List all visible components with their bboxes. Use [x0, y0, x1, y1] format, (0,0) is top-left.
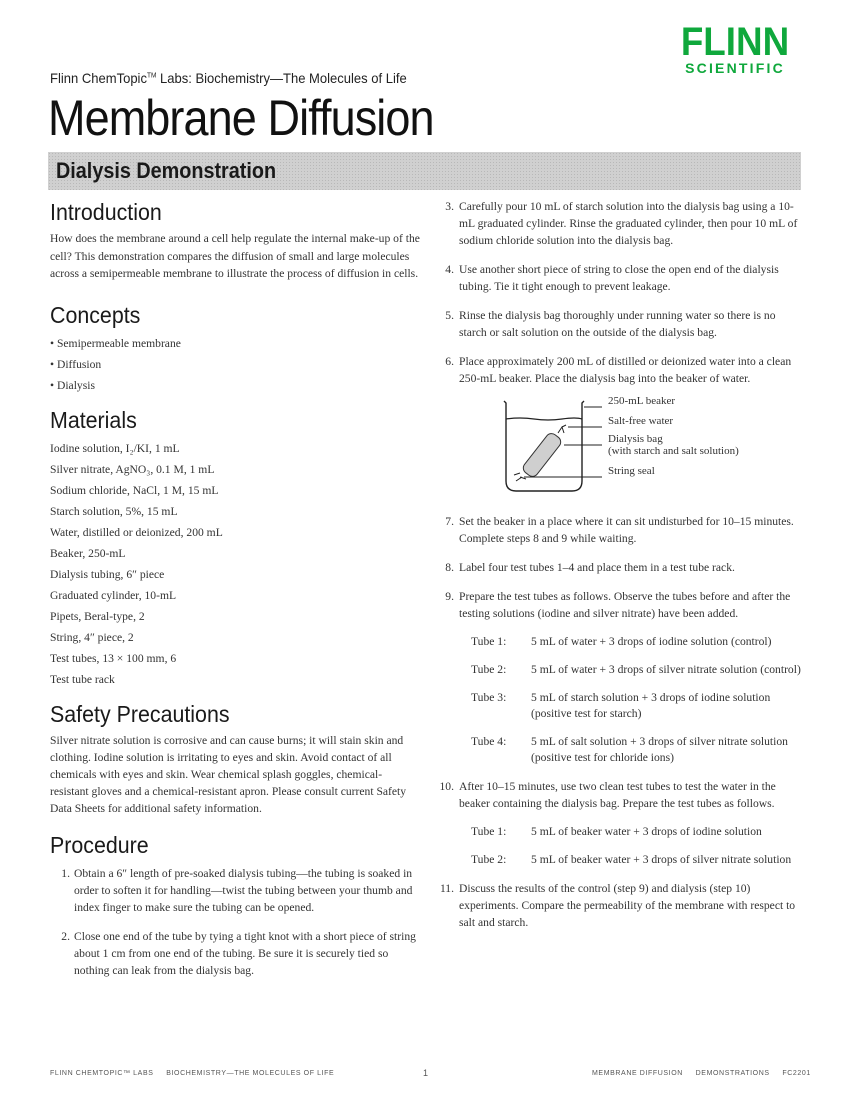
footer-right: [592, 1070, 811, 1077]
step-number: 6.: [445, 355, 454, 368]
materials-list: [50, 438, 420, 690]
tube-text: 5 mL of water + 3 drops of iodine solution (control): [531, 635, 772, 648]
procedure-steps-right: [440, 198, 805, 931]
concepts-heading: Concepts: [50, 301, 141, 328]
step-number: 7.: [445, 515, 454, 528]
step-text: Label four test tubes 1–4 and place them in a test tube rack.: [459, 561, 735, 574]
footer-code: FC2201: [782, 1070, 811, 1077]
tube-label: Tube 4:: [471, 735, 507, 748]
footer-series: FLINN CHEMTOPIC™ LABS: [50, 1070, 154, 1077]
step-number: 1.: [61, 866, 70, 880]
logo-flinn-text: FLINN: [680, 20, 790, 64]
step-number: 10.: [439, 780, 454, 793]
tube-label: Tube 1:: [471, 825, 507, 838]
material-item: Test tubes, 13 × 100 mm, 6: [50, 651, 177, 665]
procedure-step: [54, 865, 420, 916]
footer-category: DEMONSTRATIONS: [695, 1070, 770, 1077]
materials-heading: Materials: [50, 406, 137, 433]
procedure-step: [440, 880, 805, 931]
tube-label: Tube 3:: [471, 691, 507, 704]
tube-text: 5 mL of salt solution + 3 drops of silver nitrate solution (positive test for chloride ions): [531, 735, 788, 764]
concept-item: • Diffusion: [50, 357, 102, 371]
flinn-scientific-logo: [667, 20, 803, 76]
tube-text: 5 mL of starch solution + 3 drops of iodine solution (positive test for starch): [531, 691, 771, 720]
step-text: Discuss the results of the control (step 9) and dialysis (step 10) experiments. Compare the permeability of the membrane with respect to salt and starch.: [459, 882, 796, 929]
string-seal-top: [558, 425, 566, 433]
safety-section: [50, 700, 420, 817]
step9-tube: [471, 634, 805, 650]
step-text: Obtain a 6″ length of pre-soaked dialysis tubing—the tubing is soaked in order to soften it for handling—twist the tubing between your thumb and index finger to make sure the tubing can be opened.: [74, 866, 413, 914]
procedure-step: [440, 778, 805, 868]
label-seal: String seal: [608, 465, 655, 477]
step-number: 11.: [439, 882, 454, 895]
logo-scientific-text: SCIENTIFIC: [685, 60, 785, 76]
left-column: [50, 198, 420, 991]
step-text: After 10–15 minutes, use two clean test tubes to test the water in the beaker containing the dialysis bag. Prepare the test tubes as follows.: [459, 780, 776, 810]
procedure-step: [440, 559, 805, 576]
series-title: [50, 70, 407, 86]
material-item: Iodine solution, I₂/KI, 1 mL: [50, 441, 180, 455]
tube-label: Tube 1:: [471, 635, 507, 648]
procedure-step: [54, 928, 420, 979]
safety-heading: Safety Precautions: [50, 700, 230, 727]
introduction-text: How does the membrane around a cell help regulate the internal make-up of the cell? This demonstration compares the diffusion of small and large molecules across a semipermeable membrane to illustrate the process of diffusion in cells.: [50, 232, 420, 280]
introduction-heading: Introduction: [50, 199, 162, 225]
series-prefix: Flinn ChemTopic: [50, 70, 147, 86]
material-item: Graduated cylinder, 10-mL: [50, 588, 177, 602]
step-number: 3.: [445, 200, 454, 213]
step-number: 8.: [445, 561, 454, 574]
material-item: Pipets, Beral-type, 2: [50, 609, 145, 623]
step-text: Place approximately 200 mL of distilled or deionized water into a clean 250-mL beaker. Place the dialysis bag into the beaker of water.: [459, 355, 792, 385]
materials-section: [50, 406, 420, 690]
step-number: 9.: [445, 590, 454, 603]
label-beaker: 250-mL beaker: [608, 395, 676, 407]
procedure-step: [440, 353, 805, 387]
footer-topic: BIOCHEMISTRY—THE MOLECULES OF LIFE: [166, 1070, 335, 1077]
label-bag: Dialysis bag: [608, 433, 663, 445]
material-item: String, 4″ piece, 2: [50, 630, 134, 644]
introduction-section: [50, 198, 420, 283]
concepts-section: [50, 301, 420, 396]
trademark: TM: [146, 72, 157, 80]
step-number: 4.: [445, 263, 454, 276]
material-item: Starch solution, 5%, 15 mL: [50, 504, 178, 518]
page-subtitle: Dialysis Demonstration: [56, 158, 277, 183]
step-text: Prepare the test tubes as follows. Observe the tubes before and after the testing solutions (iodine and silver nitrate) have been added.: [459, 590, 791, 620]
concept-item: • Dialysis: [50, 378, 95, 392]
tube-text: 5 mL of beaker water + 3 drops of silver nitrate solution: [531, 853, 792, 866]
step-text: Set the beaker in a place where it can sit undisturbed for 10–15 minutes. Complete steps 8 and 9 while waiting.: [459, 515, 794, 545]
material-item: Silver nitrate, AgNO₃, 0.1 M, 1 mL: [50, 462, 215, 476]
concepts-list: [50, 333, 420, 396]
step-text: Close one end of the tube by tying a tight knot with a short piece of string about 1 cm from one end of the tubing. Be sure it is securely tied so nothing can leak from the dialysis bag.: [74, 929, 416, 977]
tube-label: Tube 2:: [471, 853, 507, 866]
label-bag-note: (with starch and salt solution): [608, 445, 739, 457]
water-surface: [506, 418, 582, 420]
procedure-section: [50, 831, 420, 979]
material-item: Test tube rack: [50, 672, 115, 686]
concept-item: • Semipermeable membrane: [50, 336, 181, 350]
material-item: Sodium chloride, NaCl, 1 M, 15 mL: [50, 483, 219, 497]
material-item: Beaker, 250-mL: [50, 546, 126, 560]
tube-text: 5 mL of beaker water + 3 drops of iodine solution: [531, 825, 762, 838]
series-suffix: Labs: Biochemistry—The Molecules of Life: [156, 70, 407, 86]
step10-tube: [471, 824, 805, 840]
step10-tube: [471, 852, 805, 868]
step-text: Rinse the dialysis bag thoroughly under running water so there is no starch or salt solution on the outside of the dialysis bag.: [459, 309, 776, 339]
material-item: Dialysis tubing, 6″ piece: [50, 567, 165, 581]
step9-tube: [471, 662, 805, 678]
procedure-step: [440, 307, 805, 341]
step-number: 5.: [445, 309, 454, 322]
subtitle-band: [48, 152, 801, 190]
page-title: Membrane Diffusion: [48, 90, 434, 146]
procedure-step: [440, 513, 805, 547]
procedure-step: [440, 261, 805, 295]
step9-tube: [471, 734, 805, 766]
dialysis-beaker-diagram: [440, 393, 805, 503]
tube-text: 5 mL of water + 3 drops of silver nitrate solution (control): [531, 663, 801, 676]
footer-page-number: 1: [423, 1068, 429, 1078]
step-text: Carefully pour 10 mL of starch solution into the dialysis bag using a 10-mL graduated cylinder. Rinse the graduated cylinder, then pour 10 mL of sodium chloride solution into the dialysis bag.: [459, 200, 798, 247]
procedure-step: [440, 198, 805, 249]
footer-left: [50, 1070, 334, 1077]
procedure-heading: Procedure: [50, 831, 149, 858]
step9-tube: [471, 690, 805, 722]
dialysis-bag: [521, 431, 563, 479]
procedure-steps-left: [50, 865, 420, 979]
step-text: Use another short piece of string to close the open end of the dialysis tubing. Tie it tight enough to prevent leakage.: [459, 263, 779, 293]
label-water: Salt-free water: [608, 415, 674, 427]
footer-title: MEMBRANE DIFFUSION: [592, 1070, 683, 1077]
procedure-step: [440, 588, 805, 766]
safety-text: Silver nitrate solution is corrosive and can cause burns; it will stain skin and clothing. Iodine solution is irritating to eyes and skin. Avoid contact of all chemicals with eyes and skin. Wear chemical splash goggles, chemical-resistant gloves and a chemical-resistant apron. Please consult current Safety Data Sheets for additional safety information.: [50, 733, 407, 815]
step-number: 2.: [61, 929, 70, 943]
right-column: [440, 198, 805, 943]
tube-label: Tube 2:: [471, 663, 507, 676]
material-item: Water, distilled or deionized, 200 mL: [50, 525, 223, 539]
